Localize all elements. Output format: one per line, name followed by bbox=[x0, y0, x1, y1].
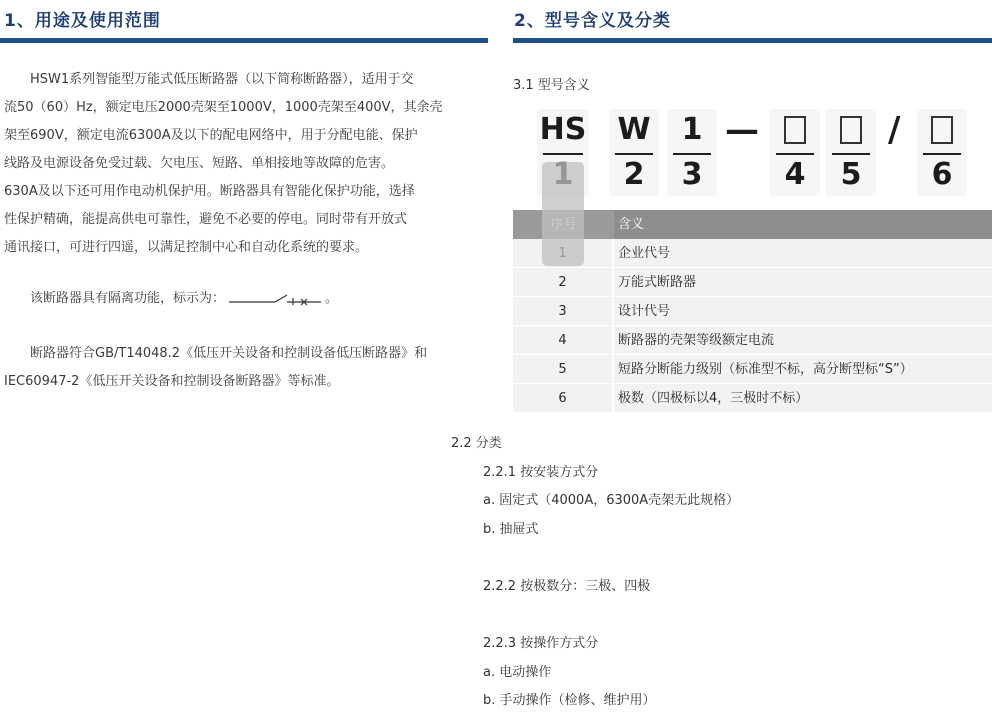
table-header bbox=[513, 210, 992, 239]
classification-title: 2.2 分类 bbox=[451, 436, 502, 451]
usage-line: 线路及电源设备免受过载、欠电压、短路、单相接地等故障的危害。 bbox=[4, 156, 395, 171]
isolation-end: 。 bbox=[325, 291, 339, 306]
model-index-2: 2 bbox=[623, 157, 645, 192]
usage-line: 630A及以下还可用作电动机保护用。断路器具有智能化保护功能，选择 bbox=[4, 184, 415, 199]
model-meaning-subtitle: 3.1 型号含义 bbox=[513, 78, 590, 93]
usage-line: HSW1系列智能型万能式低压断路器（以下简称断路器），适用于交 bbox=[30, 72, 414, 87]
usage-paragraph bbox=[4, 66, 492, 262]
model-dash: — bbox=[725, 110, 759, 150]
section1-title: 1、用途及使用范围 bbox=[4, 11, 161, 31]
model-slash: / bbox=[888, 110, 901, 150]
usage-line: 流50（60）Hz，额定电压2000壳架至1000V，1000壳架至400V，其余壳 bbox=[4, 100, 443, 115]
table-row: 5 短路分断能力级别（标准型不标，高分断型标“S”） bbox=[513, 355, 992, 384]
model-index-3: 3 bbox=[681, 157, 703, 192]
model-box-current bbox=[770, 109, 820, 196]
model-code-1: 1 bbox=[681, 112, 703, 147]
operation-manual: b. 手动操作（检修、维护用） bbox=[483, 693, 656, 708]
section2-rule bbox=[513, 38, 992, 43]
model-box-breaking bbox=[826, 109, 876, 196]
model-meaning-table bbox=[513, 210, 992, 413]
model-box-design bbox=[667, 109, 717, 196]
placeholder-square-icon bbox=[784, 116, 806, 144]
operation-method-title: 2.2.3 按操作方式分 bbox=[483, 636, 599, 651]
usage-line: 通讯接口，可进行四遥，以满足控制中心和自动化系统的要求。 bbox=[4, 240, 369, 255]
row-highlight-overlay bbox=[542, 162, 584, 266]
table-row: 6 极数（四极标以4，三极时不标） bbox=[513, 384, 992, 413]
placeholder-square-icon bbox=[931, 116, 953, 144]
usage-line: 性保护精确，能提高供电可靠性，避免不必要的停电。同时带有开放式 bbox=[4, 212, 408, 227]
standards-line: 断路器符合GB/T14048.2《低压开关设备和控制设备低压断路器》和 bbox=[30, 346, 428, 361]
standards-paragraph bbox=[4, 340, 492, 396]
table-row: 企业代号 bbox=[513, 239, 992, 268]
install-method-title: 2.2.1 按安装方式分 bbox=[483, 465, 599, 480]
table-row: 3 设计代号 bbox=[513, 297, 992, 326]
model-code-w: W bbox=[617, 112, 651, 147]
isolation-paragraph bbox=[4, 285, 492, 313]
standards-line: IEC60947-2《低压开关设备和控制设备断路器》等标准。 bbox=[4, 374, 340, 389]
isolation-switch-icon bbox=[229, 293, 321, 305]
model-box-w bbox=[609, 109, 659, 196]
install-drawout: b. 抽屉式 bbox=[483, 522, 539, 537]
header-meaning: 含义 bbox=[618, 217, 645, 232]
poles-classification: 2.2.2 按极数分：三极、四极 bbox=[483, 579, 651, 594]
placeholder-square-icon bbox=[840, 116, 862, 144]
model-index-4: 4 bbox=[784, 157, 806, 192]
operation-electric: a. 电动操作 bbox=[483, 665, 552, 680]
section1-rule bbox=[0, 38, 488, 43]
section2-title: 2、型号含义及分类 bbox=[514, 11, 671, 31]
model-index-5: 5 bbox=[840, 157, 862, 192]
table-row: 2 万能式断路器 bbox=[513, 268, 992, 297]
model-code-hs: HS bbox=[539, 112, 587, 147]
table-row: 4 断路器的壳架等级额定电流 bbox=[513, 326, 992, 355]
model-index-6: 6 bbox=[931, 157, 953, 192]
model-box-poles bbox=[917, 109, 967, 196]
usage-line: 架至690V，额定电流6300A及以下的配电网络中，用于分配电能、保护 bbox=[4, 128, 418, 143]
install-fixed: a. 固定式（4000A，6300A壳架无此规格） bbox=[483, 493, 740, 508]
isolation-text: 该断路器具有隔离功能，标示为： bbox=[30, 291, 226, 306]
